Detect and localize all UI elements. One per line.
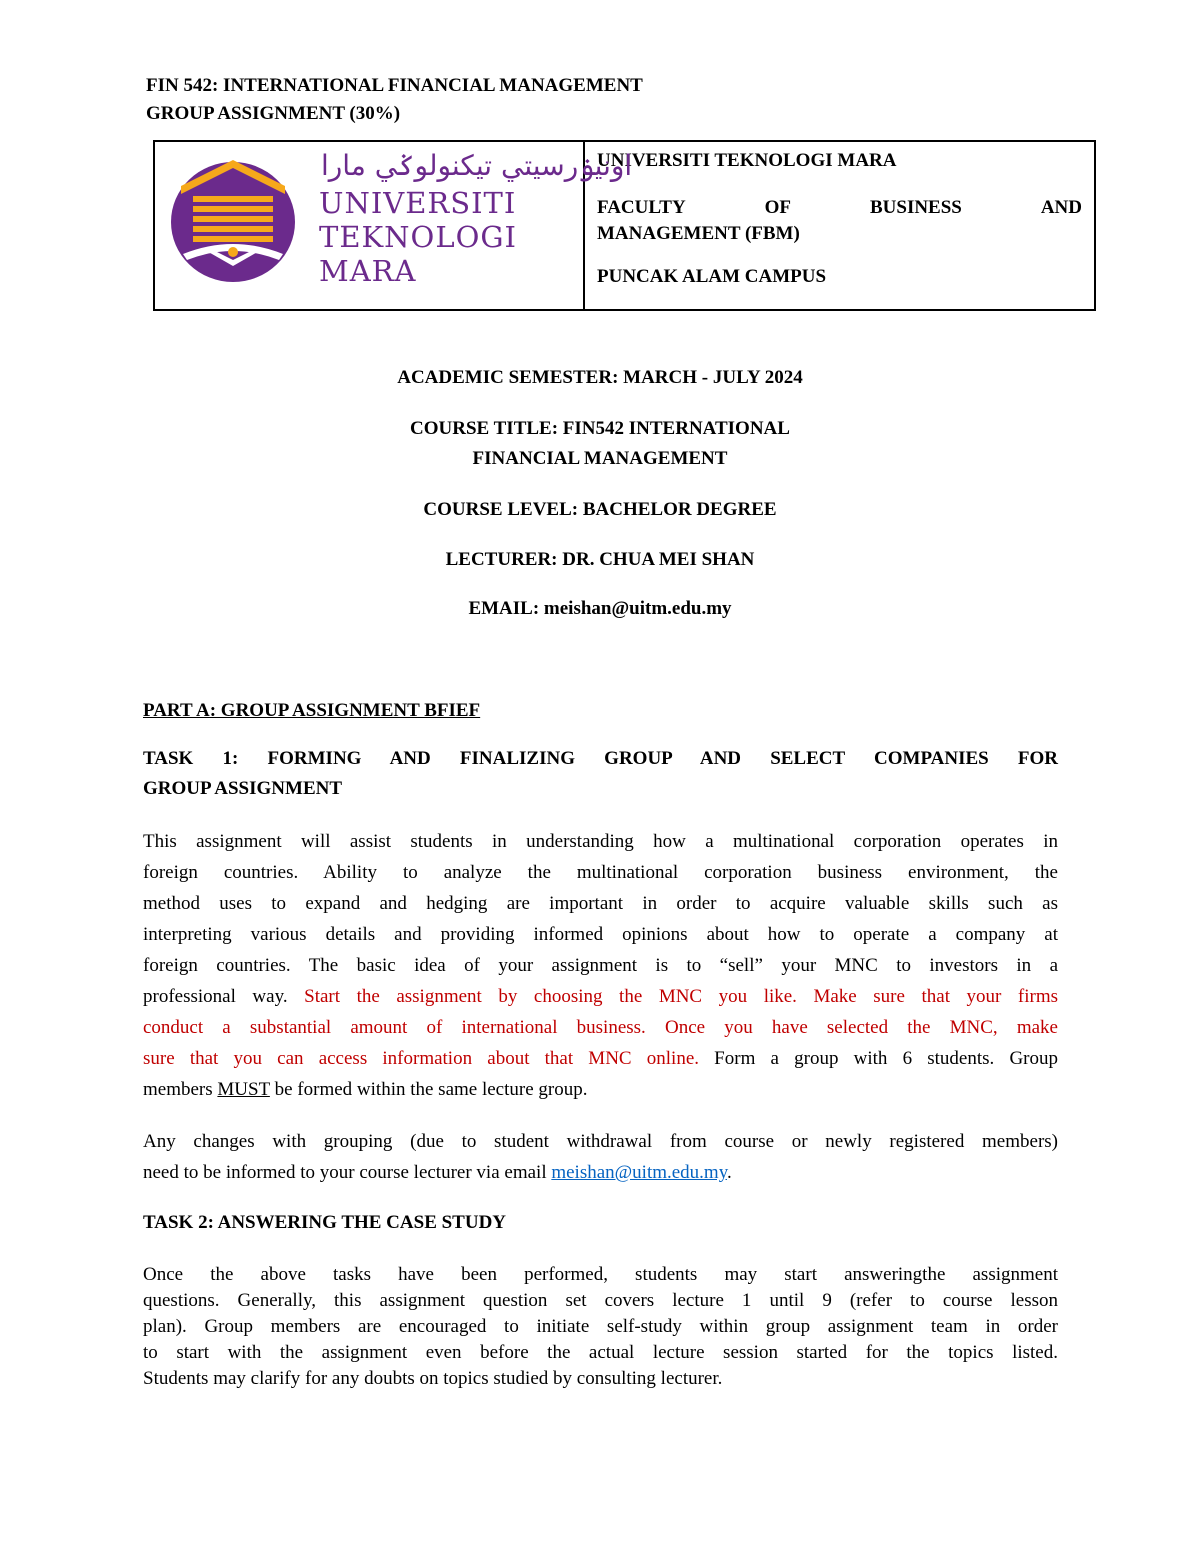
paragraph-line: [143, 1043, 1058, 1074]
institution-header-table: [153, 140, 1096, 311]
university-name: UNIVERSITI TEKNOLOGI MARA: [597, 150, 897, 171]
paragraph-line: [143, 981, 1058, 1012]
faculty-word: AND: [1040, 197, 1082, 218]
paragraph-line: This assignment will assist students in understanding how a multinational corporation operates in: [143, 831, 1058, 852]
text-run: Form a group with 6 students. Group: [699, 1048, 1059, 1069]
task-1-heading: [143, 744, 1058, 804]
logo-wordmark: [319, 186, 517, 288]
course-code-heading: FIN 542: INTERNATIONAL FINANCIAL MANAGEMENT: [146, 75, 643, 96]
paragraph-line: foreign countries. The basic idea of your assignment is to “sell” your MNC to investors in a: [143, 955, 1058, 976]
paragraph-line: Once the above tasks have been performed, students may start answeringthe assignment: [143, 1264, 1058, 1285]
task-2-heading: TASK 2: ANSWERING THE CASE STUDY: [143, 1212, 507, 1233]
emphasis-must: MUST: [217, 1079, 270, 1100]
paragraph-line: [143, 1157, 1058, 1188]
academic-semester: ACADEMIC SEMESTER: MARCH - JULY 2024: [397, 367, 803, 388]
course-level: COURSE LEVEL: BACHELOR DEGREE: [423, 499, 777, 520]
faculty-line: [597, 195, 1082, 221]
grouping-changes-paragraph: [143, 1126, 1058, 1188]
faculty-word: FACULTY: [597, 197, 686, 218]
campus-name: PUNCAK ALAM CAMPUS: [597, 266, 827, 287]
course-title-line-2: FINANCIAL MANAGEMENT: [472, 448, 728, 469]
task-1-paragraph: [143, 826, 1058, 1105]
highlighted-instruction: Start the assignment by choosing the MNC you like. Make sure that your firms: [304, 986, 1058, 1007]
faculty-line-2: MANAGEMENT (FBM): [597, 223, 800, 244]
paragraph-line: method uses to expand and hedging are important in order to acquire valuable skills such as: [143, 893, 1058, 914]
course-title-line-1: COURSE TITLE: FIN542 INTERNATIONAL: [410, 418, 790, 439]
paragraph-line: Students may clarify for any doubts on topics studied by consulting lecturer.: [143, 1368, 723, 1389]
assignment-weight-heading: GROUP ASSIGNMENT (30%): [146, 103, 401, 124]
lecturer-email: EMAIL: meishan@uitm.edu.my: [468, 598, 732, 619]
logo-jawi-text: اونيۏرسيتي تيكنولوݢي مارا: [321, 149, 633, 182]
email-link[interactable]: meishan@uitm.edu.my: [551, 1162, 727, 1183]
text-run: members: [143, 1079, 218, 1100]
text-run: professional way.: [143, 986, 305, 1007]
task-2-paragraph: [143, 1262, 1058, 1392]
highlighted-instruction: conduct a substantial amount of international business. Once you have selected the MNC, make: [143, 1017, 1058, 1038]
text-run: be formed within the same lecture group.: [269, 1079, 588, 1100]
paragraph-line: interpreting various details and providing informed opinions about how to operate a company at: [143, 924, 1058, 945]
paragraph-line: foreign countries. Ability to analyze the multinational corporation business environment, the: [143, 862, 1058, 883]
part-a-heading: PART A: GROUP ASSIGNMENT BFIEF: [143, 700, 481, 721]
uitm-emblem-icon: [165, 154, 305, 284]
task-1-heading-line: TASK 1: FORMING AND FINALIZING GROUP AND SELECT COMPANIES FOR: [143, 748, 1058, 769]
logo-word-teknologi: TEKNOLOGI: [319, 220, 517, 254]
text-run: .: [726, 1162, 732, 1183]
logo-word-universiti: UNIVERSITI: [319, 186, 517, 220]
paragraph-line: questions. Generally, this assignment question set covers lecture 1 until 9 (refer to course lesson: [143, 1290, 1058, 1311]
faculty-word: OF: [764, 197, 792, 218]
lecturer-name: LECTURER: DR. CHUA MEI SHAN: [445, 549, 755, 570]
institution-cell: [585, 142, 1094, 309]
paragraph-line: Any changes with grouping (due to student withdrawal from course or newly registered members): [143, 1131, 1058, 1152]
paragraph-line: to start with the assignment even before the actual lecture session started for the topics listed.: [143, 1342, 1058, 1363]
text-run: need to be informed to your course lecturer via email: [143, 1162, 552, 1183]
highlighted-instruction: sure that you can access information about that MNC online.: [143, 1048, 700, 1069]
logo-word-mara: MARA: [319, 254, 417, 288]
faculty-word: BUSINESS: [869, 197, 962, 218]
task-1-heading-line: GROUP ASSIGNMENT: [143, 778, 343, 799]
logo-cell: [155, 142, 633, 309]
paragraph-line: [143, 1074, 1058, 1105]
paragraph-line: plan). Group members are encouraged to initiate self-study within group assignment team in order: [143, 1316, 1058, 1337]
